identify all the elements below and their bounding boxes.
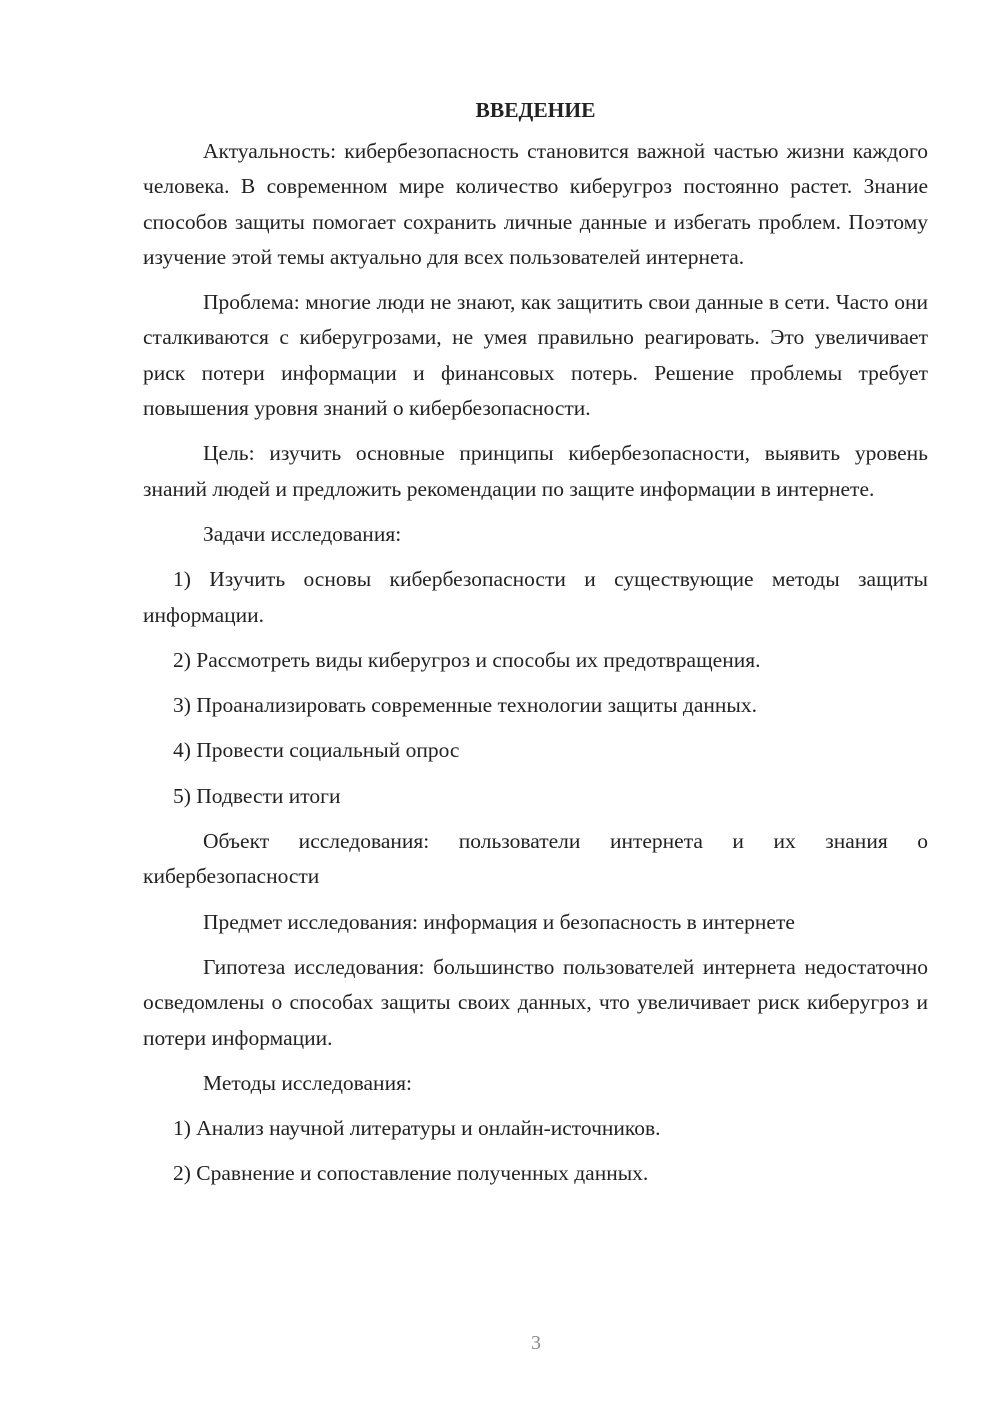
method-item-1: 1) Анализ научной литературы и онлайн-источников.: [173, 1116, 661, 1141]
method-item-2: 2) Сравнение и сопоставление полученных данных.: [173, 1161, 649, 1186]
goal-paragraph: Цель: изучить основные принципы кибербезопасности, выявить уровень знаний людей и предложить рекомендации по защите информации в интернете.: [143, 441, 928, 501]
relevance-paragraph: Актуальность: кибербезопасность становится важной частью жизни каждого человека. В современном мире количество киберугроз постоянно растет. Знание способов защиты помогает сохранить личные данные и избегать проблем. Поэтому изучение этой темы актуально для всех пользователей интернета.: [143, 139, 928, 269]
methods-heading: Методы исследования:: [203, 1070, 412, 1095]
task-item-5: 5) Подвести итоги: [173, 783, 341, 808]
document-page: [143, 92, 928, 1202]
tasks-heading: Задачи исследования:: [203, 521, 402, 546]
object-paragraph: Объект исследования: пользователи интернета и их знания о кибербезопасности: [143, 829, 928, 889]
page-number: 3: [531, 1332, 541, 1354]
task-item-4: 4) Провести социальный опрос: [173, 738, 460, 763]
task-item-2: 2) Рассмотреть виды киберугроз и способы их предотвращения.: [173, 647, 761, 672]
task-item-1: 1) Изучить основы кибербезопасности и существующие методы защиты информации.: [143, 567, 928, 627]
hypothesis-paragraph: Гипотеза исследования: большинство пользователей интернета недостаточно осведомлены о способах защиты своих данных, что увеличивает риск киберугроз и потери информации.: [143, 954, 928, 1050]
problem-paragraph: Проблема: многие люди не знают, как защитить свои данные в сети. Часто они сталкиваются с киберугрозами, не умея правильно реагировать. Это увеличивает риск потери информации и финансовых потерь. Решение проблемы требует повышения уровня знаний о кибербезопасности.: [143, 290, 928, 421]
task-item-3: 3) Проанализировать современные технологии защиты данных.: [173, 693, 757, 718]
page-title: ВВЕДЕНИЕ: [475, 98, 596, 122]
subject-paragraph: Предмет исследования: информация и безопасность в интернете: [203, 909, 795, 934]
